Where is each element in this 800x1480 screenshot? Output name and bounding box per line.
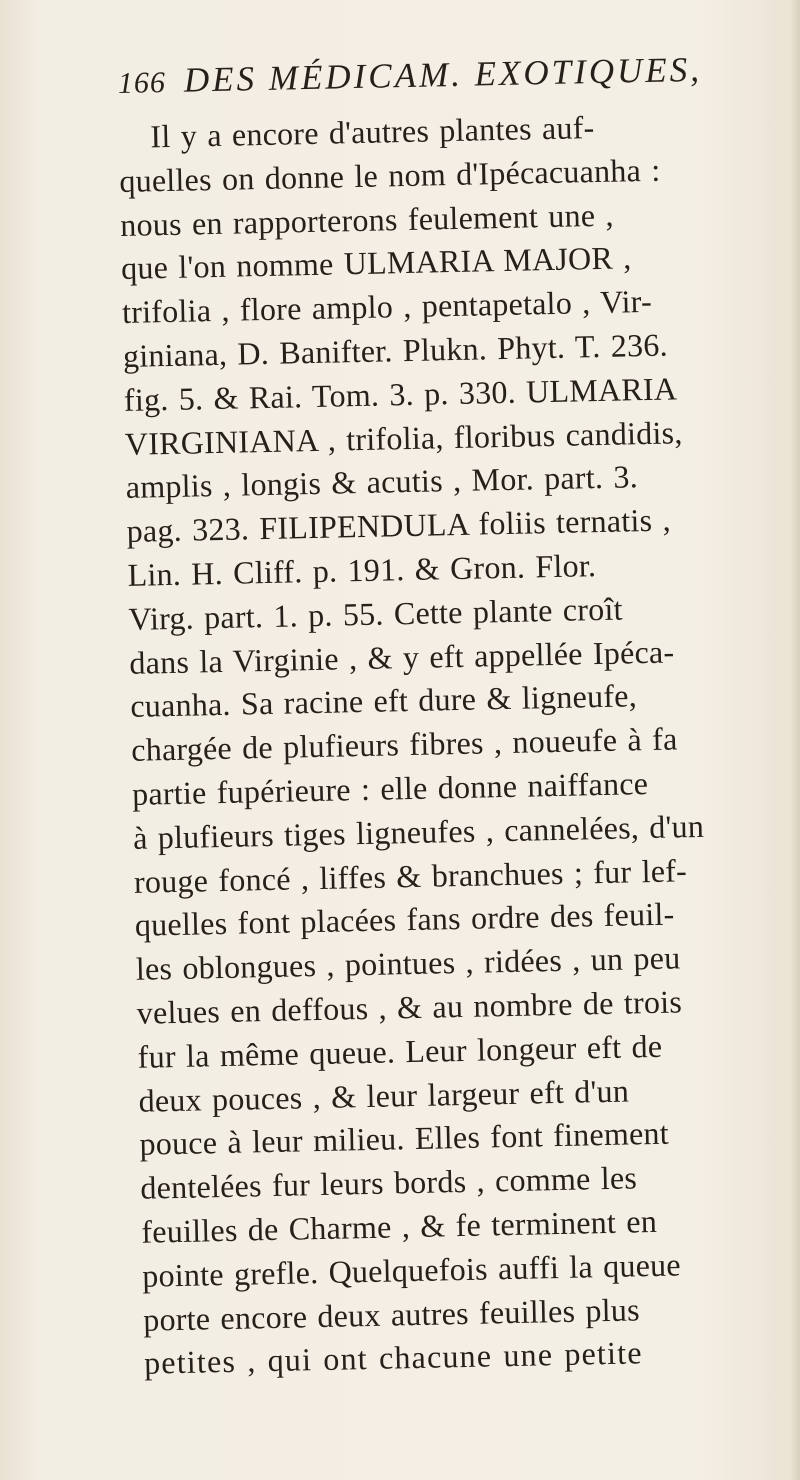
text-line: fig. 5. & Rai. Tom. 3. p. 330. ULMARIA — [123, 370, 678, 418]
text-line: Il y a encore d'autres plantes auf- — [150, 109, 595, 155]
text-line: partie fupérieure : elle donne naiffance — [131, 765, 649, 812]
text-line: dentelées fur leurs bords , comme les — [140, 1159, 638, 1206]
text-line: giniana, D. Banifter. Plukn. Phyt. T. 236. — [122, 326, 669, 374]
text-line: feuilles de Charme , & fe terminent en — [140, 1202, 658, 1250]
body-text — [118, 102, 800, 1386]
running-title: DES MÉDICAM. EXOTIQUES, — [183, 49, 703, 100]
text-line: les oblongues , pointues , ridées , un peu — [135, 939, 681, 987]
text-line: nous en rapporterons feulement une , — [119, 196, 615, 243]
text-line: quelles font placées fans ordre des feuil- — [134, 895, 675, 944]
text-line: rouge foncé , liffes & branchues ; fur lef- — [133, 851, 688, 900]
text-line: petites , qui ont chacune une petite — [143, 1334, 643, 1382]
text-line: pointe grefle. Quelquefois auffi la queue — [141, 1246, 682, 1294]
page-number: 166 — [117, 65, 167, 100]
text-line: pouce à leur milieu. Elles font finement — [139, 1115, 670, 1163]
page-header — [118, 49, 719, 108]
text-line: fur la même queue. Leur longeur eft de — [137, 1027, 663, 1075]
text-line: velues en deffous , & au nombre de trois — [136, 983, 683, 1031]
text-line: deux pouces , & leur largeur eft d'un — [138, 1072, 630, 1119]
text-line: à plufieurs tiges ligneufes , cannelées, d'un — [132, 807, 705, 856]
text-line: chargée de plufieurs fibres , noueufe à fa — [130, 720, 678, 769]
text-line: que l'on nomme ULMARIA MAJOR , — [120, 239, 632, 287]
text-line: Lin. H. Cliff. p. 191. & Gron. Flor. — [127, 547, 597, 593]
text-line: cuanha. Sa racine eft dure & ligneufe, — [129, 677, 638, 725]
text-line: pag. 323. FILIPENDULA foliis ternatis , — [126, 501, 672, 550]
text-line: porte encore deux autres feuilles plus — [142, 1290, 641, 1338]
text-line: trifolia , flore amplo , pentapetalo , Vir- — [121, 283, 653, 331]
text-line: quelles on donne le nom d'Ipécacuanha : — [118, 151, 661, 199]
text-line: VIRGINIANA , trifolia, floribus candidis, — [124, 413, 683, 462]
text-line: Virg. part. 1. p. 55. Cette plante croît — [128, 590, 624, 637]
text-line: amplis , longis & acutis , Mor. part. 3. — [125, 458, 639, 506]
text-line: dans la Virginie , & y eft appellée Ipéca- — [129, 633, 675, 681]
